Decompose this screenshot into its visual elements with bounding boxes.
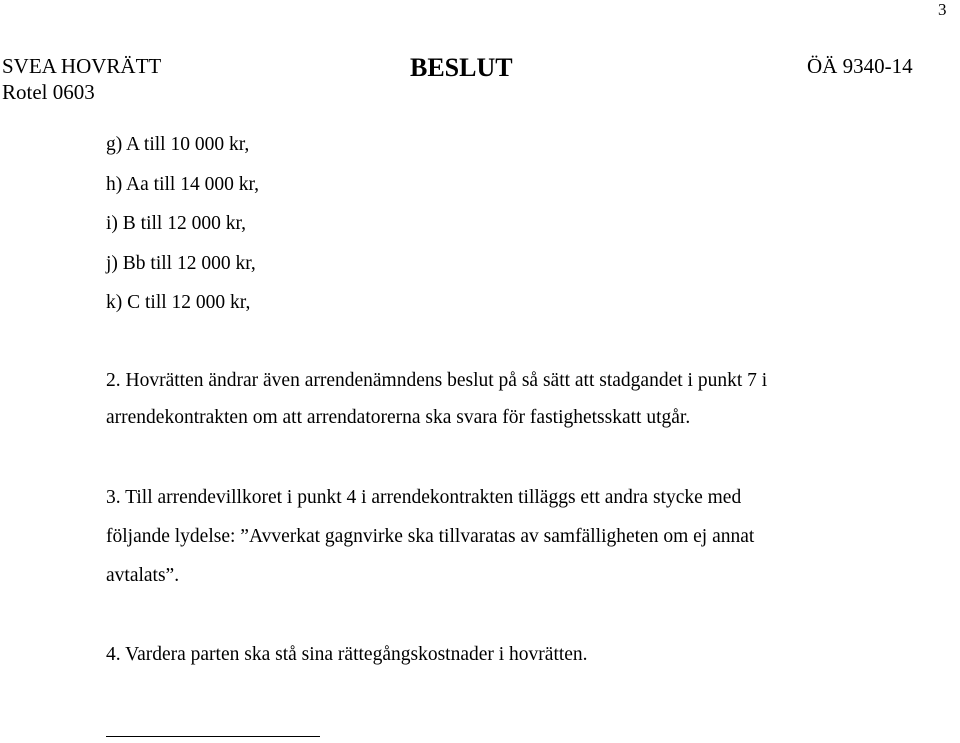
document-type-title: BESLUT — [410, 53, 513, 82]
paragraph-line: arrendekontrakten om att arrendatorerna ska svara för fastighetsskatt utgår. — [106, 407, 691, 428]
paragraph-line: 4. Vardera parten ska stå sina rättegångskostnader i hovrätten. — [106, 644, 588, 665]
court-name: SVEA HOVRÄTT — [2, 54, 162, 78]
list-item: j) Bb till 12 000 kr, — [106, 253, 256, 274]
paragraph-line: 3. Till arrendevillkoret i punkt 4 i arrendekontrakten tilläggs ett andra stycke med — [106, 487, 742, 508]
list-item: k) C till 12 000 kr, — [106, 292, 251, 313]
page-number: 3 — [938, 0, 947, 19]
end-rule — [106, 736, 320, 737]
list-item: i) B till 12 000 kr, — [106, 213, 247, 234]
list-item: g) A till 10 000 kr, — [106, 134, 250, 155]
case-number: ÖÄ 9340-14 — [807, 54, 913, 78]
paragraph-line: avtalats”. — [106, 565, 180, 586]
division-label: Rotel 0603 — [2, 80, 95, 104]
paragraph-line: 2. Hovrätten ändrar även arrendenämndens beslut på så sätt att stadgandet i punkt 7 i — [106, 370, 768, 391]
list-item: h) Aa till 14 000 kr, — [106, 174, 260, 195]
paragraph-line: följande lydelse: ”Avverkat gagnvirke ska tillvaratas av samfälligheten om ej annat — [106, 526, 755, 547]
